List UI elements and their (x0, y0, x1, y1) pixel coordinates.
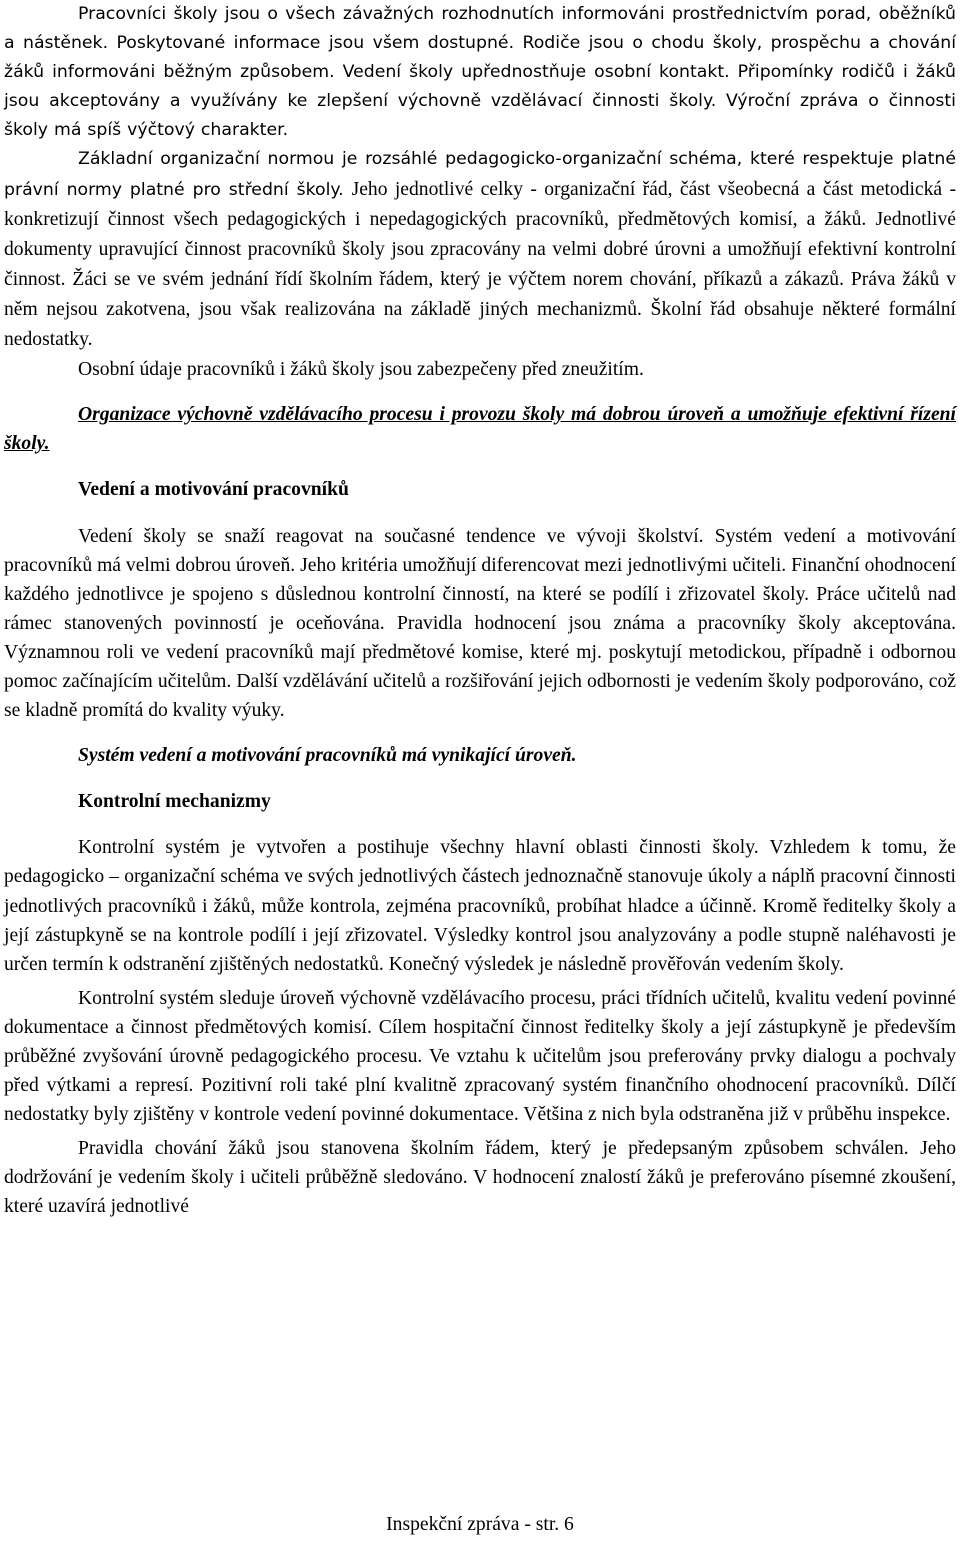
page-footer (0, 1512, 960, 1538)
body-paragraph: Vedení školy se snaží reagovat na současné tendence ve vývoji školství. Systém vedení a motivování pracovníků má velmi dobrou úroveň. Jeho kritéria umožňují diferencovat mezi jednotlivými učiteli. Finanční ohodnocení každého jednotlivce je spojeno s důslednou kontrolní činností, na které se podílí i zřizovatel školy. Práce učitelů nad rámec stanovených povinností je oceňována. Pravidla hodnocení jsou známa a pracovníky školy akceptována. Významnou roli ve vedení pracovníků mají předmětové komise, které mj. poskytují metodickou, případně i odbornou pomoc začínajícím učitelům. Další vzdělávání učitelů a rozšiřování jejich odbornosti je vedením školy podporováno, což se kladně promítá do kvality výuky. (4, 525, 956, 722)
page-number-label: Inspekční zpráva - str. 6 (386, 1514, 574, 1535)
paragraph-text: Připomínky rodičů i žáků jsou akceptovány a využívány ke zlepšení výchovně vzdělávací činnosti školy. Výroční zpráva o činnosti školy má spíš výčtový charakter. (4, 62, 956, 141)
body-paragraph: Osobní údaje pracovníků i žáků školy jsou zabezpečeny před zneužitím. (78, 359, 644, 381)
section-conclusion: Organizace výchovně vzdělávacího procesu i provozu školy má dobrou úroveň a umožňuje efektivní řízení školy. (4, 404, 956, 455)
paragraph-text: Základní organizační normou je rozsáhlé pedagogicko-organizační schéma, které respektuje platné právní normy platné pro střední školy. (4, 149, 956, 200)
body-paragraph (4, 0, 956, 145)
section-heading: Vedení a motivování pracovníků (78, 479, 349, 501)
body-paragraph: Kontrolní systém sleduje úroveň výchovně vzdělávacího procesu, práci třídních učitelů, kvalitu vedení povinné dokumentace a činnost předmětových komisí. Cílem hospitační činnost ředitelky školy a její zástupkyně je především průběžné zvyšování úrovně pedagogického procesu. Ve vztahu k učitelům jsou preferovány prvky dialogu a pochvaly před výtkami a represí. Pozitivní roli také plní kvalitně zpracovaný systém finančního ohodnocení pracovníků. Dílčí nedostatky byly zjištěny v kontrole vedení povinné dokumentace. Většina z nich byla odstraněna již v průběhu inspekce. (4, 987, 956, 1126)
document-page (4, 0, 956, 1222)
body-paragraph: Pravidla chování žáků jsou stanovena školním řádem, který je předepsaným způsobem schválen. Jeho dodržování je vedením školy i učiteli průběžně sledováno. V hodnocení znalostí žáků je preferováno písemné zkoušení, které uzavírá jednotlivé (4, 1138, 956, 1218)
section-conclusion: Systém vedení a motivování pracovníků má vynikající úroveň. (78, 745, 577, 767)
paragraph-text: Jeho jednotlivé celky - organizační řád, část všeobecná a část metodická - konkretizují činnost všech pedagogických i nepedagogických pracovníků, předmětových komisí, a žáků. Jednotlivé dokumenty upravující činnost pracovníků školy jsou zpracovány na velmi dobré úrovni a umožňují efektivní kontrolní činnost. Žáci se ve svém jednání řídí školním řádem, který je výčtem norem chování, příkazů a zákazů. Práva žáků v něm nejsou zakotvena, jsou však realizována na základě jiných mechanizmů. Školní řád obsahuje některé formální nedostatky. (4, 178, 956, 351)
section-heading: Kontrolní mechanizmy (78, 791, 271, 813)
body-paragraph (4, 145, 956, 355)
paragraph-text: Pracovníci školy jsou o všech závažných rozhodnutích informováni prostřednictvím porad, oběžníků a nástěnek. Poskytované informace jsou všem dostupné. Rodiče jsou o chodu školy, prospěchu a chování žáků informováni běžným způsobem. Vedení školy upřednostňuje osobní kontakt. (4, 4, 956, 83)
body-paragraph: Kontrolní systém je vytvořen a postihuje všechny hlavní oblasti činnosti školy. Vzhledem k tomu, že pedagogicko – organizační schéma ve svých jednotlivých částech jednoznačně stanovuje úkoly a náplň pracovní činnosti jednotlivých pracovníků i žáků, může kontrola, zejména pracovníků, probíhat hladce a účinně. Kromě ředitelky školy a její zástupkyně se na kontrole podílí i její zřizovatel. Výsledky kontrol jsou analyzovány a podle stupně naléhavosti je určen termín k odstranění zjištěných nedostatků. Konečný výsledek je následně prověřován vedením školy. (4, 837, 956, 975)
